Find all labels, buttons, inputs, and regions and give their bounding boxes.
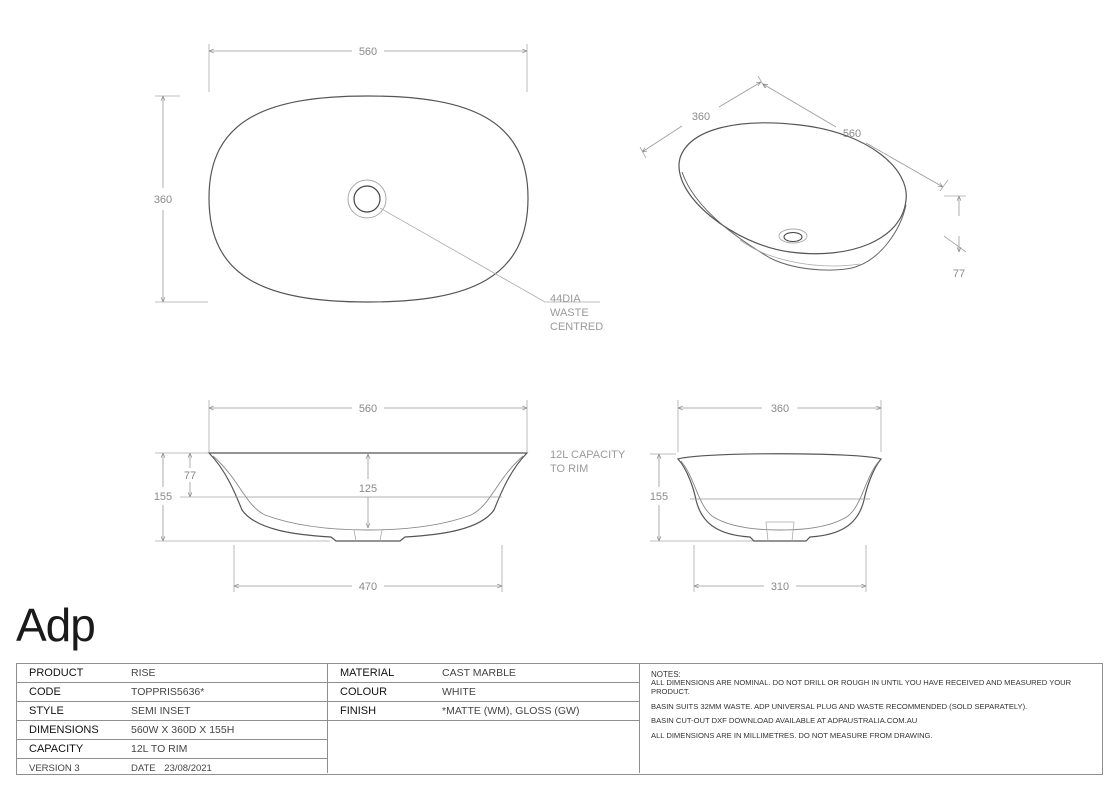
- colour-value: WHITE: [430, 683, 639, 702]
- material-value: CAST MARBLE: [430, 664, 639, 683]
- table-row: [328, 702, 639, 721]
- spec-table-left: [17, 664, 327, 777]
- spec-table-right: [328, 664, 639, 721]
- table-row: [17, 683, 327, 702]
- front-view: [154, 400, 626, 593]
- waste-note-line-1: 44DIA: [550, 293, 581, 305]
- capacity-note-line-2: TO RIM: [550, 463, 589, 475]
- date-label: DATE: [131, 762, 156, 774]
- capacity-value: 12L TO RIM: [119, 740, 327, 759]
- note-line: ALL DIMENSIONS ARE NOMINAL. DO NOT DRILL OR ROUGH IN UNTIL YOU HAVE RECEIVED AND MEASURED YOUR PRODUCT.: [651, 678, 1072, 696]
- iso-height-dim: 77: [952, 268, 966, 280]
- finish-value: *MATTE (WM), GLOSS (GW): [430, 702, 639, 721]
- style-label: STYLE: [17, 702, 119, 721]
- table-row: [17, 740, 327, 759]
- adp-logo: Adp: [16, 599, 95, 651]
- iso-depth-dim: 360: [691, 111, 711, 123]
- note-line: BASIN CUT-OUT DXF DOWNLOAD AVAILABLE AT ADPAUSTRALIA.COM.AU: [651, 716, 918, 726]
- table-row: [328, 664, 639, 683]
- notes-block: [651, 670, 1091, 747]
- waste-inner: [354, 186, 380, 212]
- basin-top-outline: [209, 96, 528, 302]
- product-value: RISE: [119, 664, 327, 683]
- top-view: [154, 44, 603, 333]
- capacity-label: CAPACITY: [17, 740, 119, 759]
- iso-basin-rim: [679, 123, 906, 254]
- front-base-dim: 470: [358, 581, 378, 593]
- iso-basin-body: [682, 172, 906, 270]
- dimensions-value: 560W X 360D X 155H: [119, 721, 327, 740]
- iso-waste-inner: [784, 233, 802, 242]
- side-basin-outer: [678, 454, 881, 541]
- finish-label: FINISH: [328, 702, 430, 721]
- side-depth-dim: 360: [770, 403, 790, 415]
- code-label: CODE: [17, 683, 119, 702]
- waste-note-line-2: WASTE: [550, 307, 589, 319]
- side-height-dim: 155: [649, 491, 669, 503]
- notes-title: NOTES:: [651, 670, 681, 679]
- note-line: BASIN SUITS 32MM WASTE. ADP UNIVERSAL PLUG AND WASTE RECOMMENDED (SOLD SEPARATELY).: [651, 701, 1028, 711]
- iso-width-dim: 560: [842, 128, 862, 140]
- front-inner-depth-dim: 125: [358, 483, 378, 495]
- side-base-dim: 310: [770, 581, 790, 593]
- spec-divider-2: [639, 663, 640, 773]
- date-value: 23/08/2021: [164, 762, 212, 774]
- iso-waste-outer: [779, 229, 807, 243]
- front-rim-dim: 77: [183, 470, 197, 482]
- front-width-dim: 560: [358, 403, 378, 415]
- iso-view: [640, 76, 966, 280]
- version-label: VERSION 3: [29, 762, 80, 774]
- colour-label: COLOUR: [328, 683, 430, 702]
- material-label: MATERIAL: [328, 664, 430, 683]
- table-row: [328, 683, 639, 702]
- table-row: [17, 721, 327, 740]
- product-label: PRODUCT: [17, 664, 119, 683]
- side-view: [650, 400, 881, 593]
- style-value: SEMI INSET: [119, 702, 327, 721]
- waste-note-line-3: CENTRED: [550, 321, 604, 333]
- code-value: TOPPRIS5636*: [119, 683, 327, 702]
- note-line: ALL DIMENSIONS ARE IN MILLIMETRES. DO NOT MEASURE FROM DRAWING.: [651, 731, 933, 741]
- top-width-dim: 560: [358, 46, 378, 58]
- front-height-dim: 155: [153, 491, 173, 503]
- table-row: [17, 759, 327, 778]
- table-row: [17, 702, 327, 721]
- capacity-note-line-1: 12L CAPACITY: [550, 449, 626, 461]
- table-row: [17, 664, 327, 683]
- top-depth-dim: 360: [153, 194, 173, 206]
- dimensions-label: DIMENSIONS: [17, 721, 119, 740]
